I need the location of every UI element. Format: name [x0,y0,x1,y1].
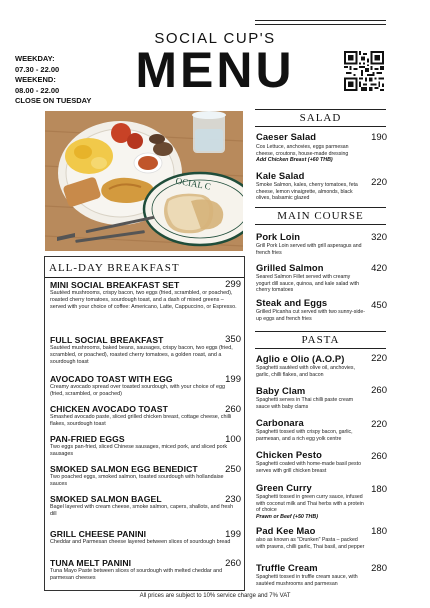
qr-code-icon[interactable] [344,51,384,91]
item-price: 220 [371,177,387,188]
item-description: Spaghetti sautéed with olive oil, anchovies, garlic, chilli flakes, and bacon [256,365,355,378]
item-price: 450 [371,300,387,311]
hours-line: 08.00 - 22.00 [15,85,60,95]
hours-line: 07.30 - 22.00 [15,64,60,74]
section-rule [45,277,244,278]
page-title: MENU [135,42,295,98]
item-price: 299 [225,279,241,290]
item-name: Carbonara [256,417,304,428]
item-description: also as known as "Drunken" Pasta – packed with prawns, chilli garlic, Thai basil, and pepper [256,537,365,550]
item-description: Two poached eggs, smoked salmon, toasted sourdough with hollandaise sauces [50,474,224,487]
item-price: 260 [225,404,241,415]
item-price: 260 [371,451,387,462]
item-price: 320 [371,232,387,243]
breakfast-section [44,256,245,591]
item-name: MINI SOCIAL BREAKFAST SET [50,280,180,290]
hours-line: WEEKEND: [15,75,56,84]
section-title: MAIN COURSE [277,210,364,222]
item-price: 100 [225,434,241,445]
menu-item [256,170,366,202]
item-description: Grilled Picanha cut served with two sunny-side-up eggs and french fries [256,309,365,322]
item-name: GRILL CHEESE PANINI [50,529,147,539]
menu-item [256,525,366,550]
item-price: 180 [371,484,387,495]
item-name: Aglio e Olio (A.O.P) [256,353,345,364]
top-rule [255,24,386,25]
svg-text:OCIAL C: OCIAL C [174,175,212,192]
menu-item [256,562,366,587]
item-description: Two eggs pan-fried, sliced Chinese sausages, miced pork, and sliced pork sausages [50,444,228,457]
item-description: Cheddar and Parmesan cheese layered between slices of sourdough bread [50,539,231,545]
item-name: AVOCADO TOAST WITH EGG [50,374,173,384]
item-description: Creamy avocado spread over toasted sourdough, with your choice of egg (fried, scrambled, or poached) [50,384,225,397]
item-price: 199 [225,529,241,540]
menu-item [256,262,366,294]
menu-item [256,449,366,474]
item-price: 280 [371,563,387,574]
item-name: SMOKED SALMON EGG BENEDICT [50,464,198,474]
item-addon: Prawn or Beef (+50 THB) [256,513,318,520]
item-price: 190 [371,132,387,143]
hours-line: WEEKDAY: [15,54,55,63]
menu-item [256,231,366,256]
item-price: 230 [225,494,241,505]
section-rule [255,109,386,110]
section-rule [255,126,386,127]
item-price: 180 [371,526,387,537]
item-name: Steak and Eggs [256,297,328,308]
section-title: ALL-DAY BREAKFAST [49,262,180,274]
item-description: Cos Lettuce, anchovies, eggs parmesan cheese, croutons, house-made dressing [256,144,349,157]
item-description: Spaghetti tossed in green curry sauce, infused with coconut milk and Thai herbs with a protein of choice [256,494,364,514]
item-price: 250 [225,464,241,475]
item-name: Caeser Salad [256,131,317,142]
item-name: Baby Clam [256,385,306,396]
item-name: PAN-FRIED EGGS [50,434,125,444]
section-title: SALAD [299,112,342,124]
menu-item [256,385,366,410]
item-price: 260 [371,385,387,396]
opening-hours [15,54,91,107]
item-description: Spaghetti tossed with crispy bacon, garlic, parmesan, and a rich egg yolk centre [256,429,353,442]
section-rule [255,207,386,208]
item-name: FULL SOCIAL BREAKFAST [50,335,164,345]
hours-line: CLOSE ON TUESDAY [15,96,92,105]
brand-name: SOCIAL CUP'S [154,30,276,47]
breakfast-photo [45,111,243,251]
item-name: SMOKED SALMON BAGEL [50,494,162,504]
item-price: 350 [225,334,241,345]
item-name: TUNA MELT PANINI [50,558,132,568]
item-name: CHICKEN AVOCADO TOAST [50,404,168,414]
item-price: 199 [225,374,241,385]
item-name: Truffle Cream [256,562,318,573]
menu-item [256,353,366,378]
item-description: Spaghetti serves in Thai chilli paste cream sauce with baby clams [256,397,354,410]
section-title: PASTA [301,334,340,346]
item-name: Grilled Salmon [256,262,324,273]
item-description: Tuna Mayo Paste between slices of sourdough with melted cheddar and parmesan cheeses [50,568,223,581]
footer-note: All prices are subject to 10% service charge and 7% VAT [139,593,291,599]
item-name: Pad Kee Mao [256,525,316,536]
menu-item [256,297,366,322]
section-rule [255,348,386,349]
item-description: Spaghetti tossed in truffle cream sauce, with sautéed mushrooms and parmesan [256,574,358,587]
item-description: Sautéed mushrooms, crispy bacon, two eggs (fried, scrambled, or poached), roasted cherry tomatoes, sourdough toast, and a dash of mixed greens – served with your choice of coffee: Americano, Latte, Cappuccino, or Espresso. [50,290,237,310]
section-rule [255,331,386,332]
item-name: Chicken Pesto [256,449,322,460]
item-name: Pork Loin [256,231,301,242]
item-price: 220 [371,419,387,430]
item-price: 420 [371,263,387,274]
item-description: Spaghetti coated with home-made basil pesto serves with grill chicken breast [256,461,361,474]
item-description: Smashed avocado paste, sliced grilled chicken breast, cottage cheese, chilli flakes, sourdough toast [50,414,232,427]
section-rule [255,224,386,225]
menu-item [256,131,366,164]
menu-item [256,417,366,442]
item-description: Smoke Salmon, kales, cherry tomatoes, feta cheese, lemon vinaigrette, almonds, black olives, balsamic glazed [256,182,358,202]
item-price: 220 [371,353,387,364]
item-name: Green Curry [256,482,312,493]
item-addon: Add Chicken Breast (+60 THB) [256,157,333,164]
item-price: 260 [225,558,241,569]
item-description: Seared Salmon Fillet served with creamy yogurt dill sauce, quinoa, and kale salad with cherry tomatoes [256,274,359,294]
item-description: Grill Pork Loin served with grill asperagus and french fries [256,243,362,256]
item-description: Sautéed mushrooms, baked beans, sausages, crispy bacon, two eggs (fried, scrambled, or poached), roasted cherry tomatoes, a golden roast, and a sourdough toast [50,345,233,365]
item-description: Bagel layered with cream cheese, smoke salmon, capers, shallots, and fresh dill [50,504,234,517]
item-name: Kale Salad [256,170,305,181]
top-rule [255,20,386,21]
menu-item [256,482,366,521]
